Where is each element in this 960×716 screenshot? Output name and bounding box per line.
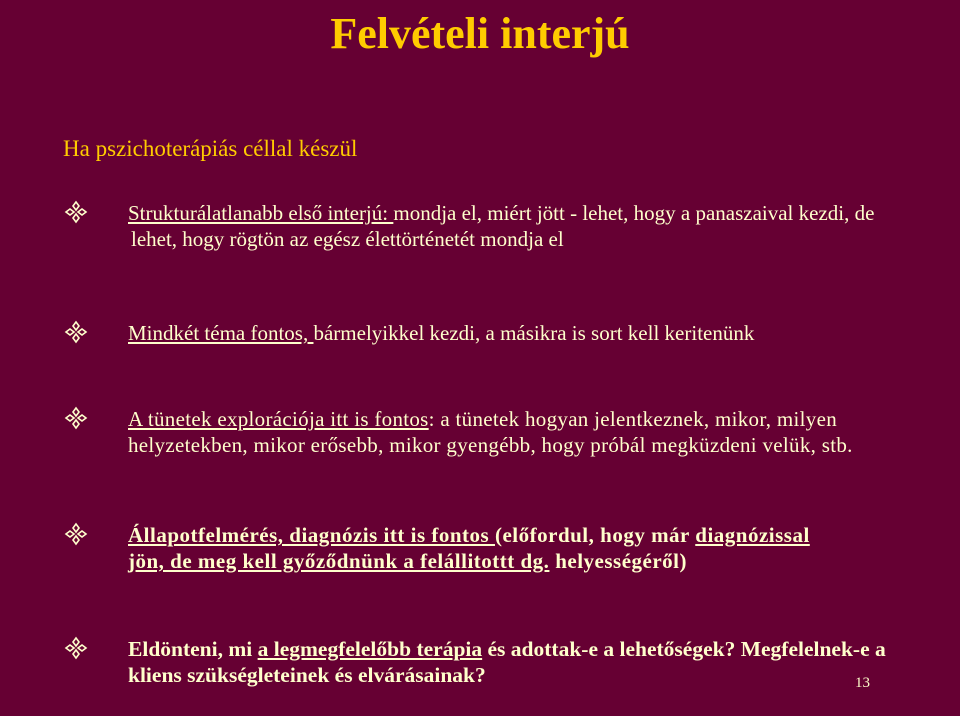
bullet-2-text	[128, 320, 858, 346]
page-number: 13	[855, 675, 870, 691]
bullet-1-line2: lehet, hogy rögtön az egész élettörténetét mondja el	[131, 227, 564, 251]
bullet-5-rest: és adottak-e a lehetőségek? Megfelelnek-e a kliens szükségleteinek és elvárásainak?	[128, 637, 886, 687]
diamond-bullet-icon	[64, 200, 88, 224]
bullet-4-rest: helyességéről)	[549, 549, 687, 573]
bullet-4-text	[128, 522, 828, 574]
slide-title: Felvételi interjú	[330, 9, 630, 58]
diamond-bullet-icon	[64, 320, 88, 344]
bullet-5-text	[128, 636, 918, 688]
bullet-3-text	[128, 406, 908, 458]
bullet-4-underlined-2: diagnózissal jön, de meg kell győződnünk a felállitottt dg.	[128, 523, 810, 573]
bullet-1-underlined: Strukturálatlanabb első interjú:	[128, 201, 394, 225]
diamond-bullet-icon	[64, 636, 88, 660]
bullet-1-rest: mondja el, miért jött - lehet, hogy a panaszaival kezdi, de	[393, 201, 875, 225]
bullet-3-underlined: A tünetek explorációja itt is fontos	[128, 407, 429, 431]
diamond-bullet-icon	[64, 522, 88, 546]
bullet-1-text	[128, 200, 918, 252]
bullet-4-underlined: Állapotfelmérés, diagnózis itt is fontos	[128, 523, 495, 547]
bullet-2-underlined: Mindkét téma fontos,	[128, 321, 314, 345]
diamond-bullet-icon	[64, 406, 88, 430]
bullet-5-underlined: a legmegfelelőbb terápia	[257, 637, 483, 661]
bullet-3-rest: : a tünetek hogyan jelentkeznek, mikor, milyen helyzetekben, mikor erősebb, mikor gyengébb, hogy próbál megküzdeni velük, stb.	[128, 407, 853, 457]
bullet-2-rest: bármelyikkel kezdi, a másikra is sort kell keritenünk	[313, 321, 755, 345]
slide-subtitle: Ha pszichoterápiás céllal készül	[63, 136, 358, 161]
bullet-4-paren: (előfordul, hogy már	[494, 523, 696, 547]
bullet-5-start: Eldönteni, mi	[128, 637, 258, 661]
